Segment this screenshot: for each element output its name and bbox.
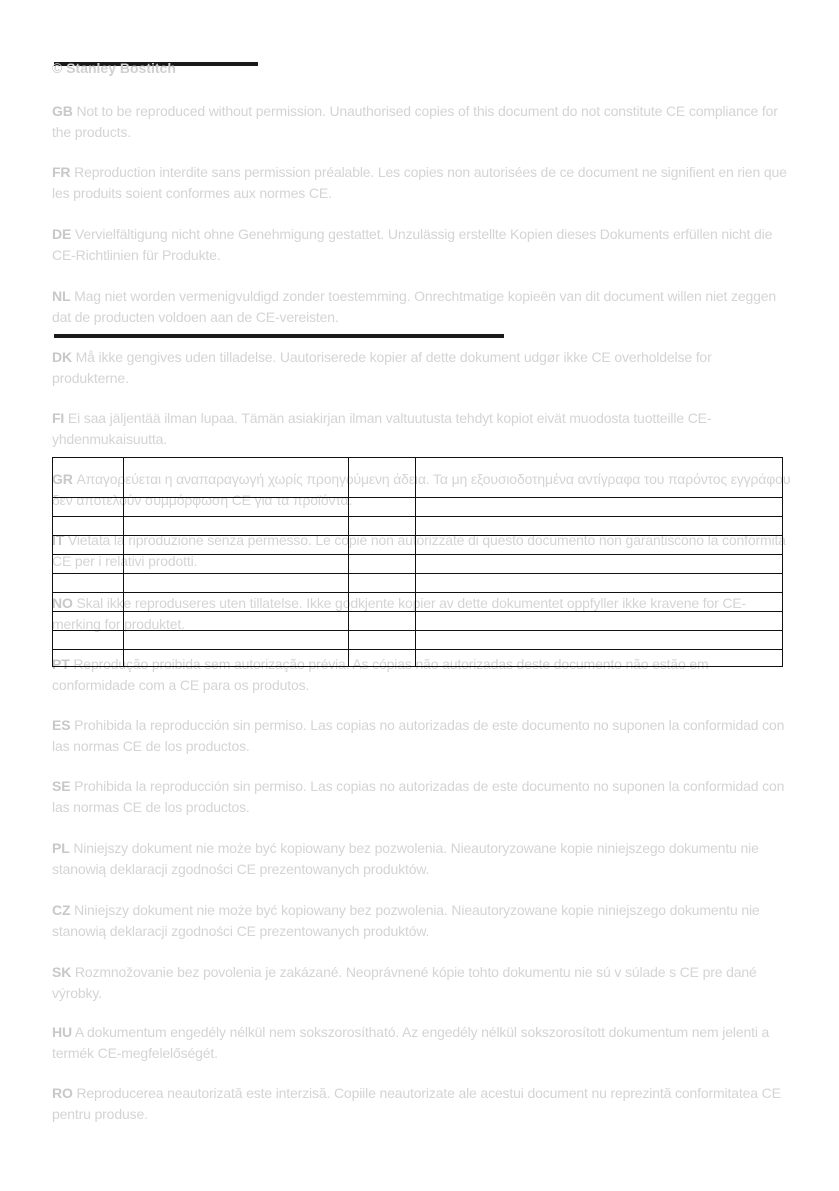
- table-row: [53, 517, 783, 536]
- paragraph-se: [52, 776, 792, 817]
- table-cell: [53, 555, 124, 574]
- paragraph-text: Rozmnožovanie bez povolenia je zakázané. Neoprávnené kópie tohto dokumentu nie sú v súlade s CE pre dané výrobky.: [52, 964, 757, 1001]
- table-cell: [53, 612, 124, 631]
- table-cell: [349, 650, 416, 667]
- table-row: [53, 574, 783, 593]
- table-cell: [124, 536, 349, 555]
- table-cell: [349, 574, 416, 593]
- table-row: [53, 498, 783, 517]
- paragraph-text: Vietata la riproduzione senza permesso. Le copie non autorizzate di questo documento non garantiscono la conformità CE per i relativi prodotti.: [52, 532, 786, 569]
- table-cell: [349, 458, 416, 498]
- paragraph-ro: [52, 1083, 792, 1124]
- table-cell: [124, 593, 349, 612]
- paragraph-text: Niniejszy dokument nie może być kopiowany bez pozwolenia. Nieautoryzowane kopie niniejszego dokumentu nie stanowią deklaracji zgodności CE prezentowanych produktów.: [52, 902, 760, 939]
- table-row: [53, 612, 783, 631]
- language-code: SE: [52, 778, 71, 794]
- paragraph-hu: [52, 1022, 792, 1063]
- paragraph-fr: [52, 162, 792, 203]
- table-cell: [349, 536, 416, 555]
- table-cell: [124, 574, 349, 593]
- mid-rule: [54, 334, 504, 338]
- table-cell: [53, 631, 124, 650]
- paragraph-cz: [52, 900, 792, 941]
- table-cell: [53, 650, 124, 667]
- table-cell: [124, 612, 349, 631]
- table-cell: [349, 631, 416, 650]
- table-cell: [53, 458, 124, 498]
- table-row: [53, 536, 783, 555]
- language-code: HU: [52, 1024, 72, 1040]
- table-cell: [124, 650, 349, 667]
- paragraph-text: Reprodução proibida sem autorização prévia. As cópias não autorizadas deste documento não estão em conformidade com a CE para os produtos.: [52, 656, 709, 693]
- copyright-notice: © Stanley Bostitch: [52, 60, 176, 76]
- table-row: [53, 555, 783, 574]
- table-cell: [124, 631, 349, 650]
- language-code: DK: [52, 349, 72, 365]
- language-code: ES: [52, 717, 71, 733]
- table-cell: [416, 574, 783, 593]
- table-cell: [53, 517, 124, 536]
- table-cell: [416, 555, 783, 574]
- table-cell: [349, 612, 416, 631]
- paragraph-text: Not to be reproduced without permission. Unauthorised copies of this document do not constitute CE compliance for the products.: [52, 103, 778, 140]
- table-cell: [53, 498, 124, 517]
- paragraph-nl: [52, 286, 792, 327]
- table-cell: [349, 593, 416, 612]
- table-cell: [416, 517, 783, 536]
- table-cell: [416, 650, 783, 667]
- table-cell: [53, 574, 124, 593]
- paragraph-text: A dokumentum engedély nélkül nem sokszorosítható. Az engedély nélkül sokszorosított dokumentum nem jelenti a termék CE-megfelelőségét.: [52, 1024, 770, 1061]
- language-code: GR: [52, 471, 73, 487]
- language-code: GB: [52, 103, 73, 119]
- language-code: SK: [52, 964, 72, 980]
- paragraph-es: [52, 715, 792, 756]
- paragraph-gb: [52, 101, 792, 142]
- paragraph-text: Prohibida la reproducción sin permiso. Las copias no autorizadas de este documento no suponen la conformidad con las normas CE de los productos.: [52, 778, 785, 815]
- table-cell: [416, 498, 783, 517]
- table-cell: [349, 555, 416, 574]
- paragraph-text: Mag niet worden vermenigvuldigd zonder toestemming. Onrechtmatige kopieën van dit document willen niet zeggen dat de producten voldoen aan de CE-vereisten.: [52, 288, 777, 325]
- language-code: FR: [52, 164, 71, 180]
- table-cell: [53, 593, 124, 612]
- language-code: FI: [52, 410, 65, 426]
- paragraph-de: [52, 224, 792, 265]
- paragraph-text: Απαγορεύεται η αναπαραγωγή χωρίς προηγούμενη άδεια. Τα μη εξουσιοδοτημένα αντίγραφα του παρόντος εγγράφου δεν αποτελούν συμμόρφωση CE για τα προϊόντα.: [52, 471, 791, 508]
- table-cell: [124, 555, 349, 574]
- language-code: RO: [52, 1085, 73, 1101]
- empty-form-grid: [52, 457, 783, 667]
- paragraph-text: Reproduction interdite sans permission préalable. Les copies non autorisées de ce document ne signifient en rien que les produits soient conformes aux normes CE.: [52, 164, 787, 201]
- paragraph-text: Skal ikke reproduseres uten tillatelse. Ikke godkjente kopier av dette dokumentet oppfyller ikke kravene for CE-merking for produktet.: [52, 595, 747, 632]
- language-code: DE: [52, 226, 72, 242]
- paragraph-text: Må ikke gengives uden tilladelse. Uautoriserede kopier af dette dokument udgør ikke CE overholdelse for produkterne.: [52, 349, 712, 386]
- table-cell: [124, 498, 349, 517]
- table-row: [53, 593, 783, 612]
- table-cell: [124, 517, 349, 536]
- table-cell: [349, 498, 416, 517]
- paragraph-text: Ei saa jäljentää ilman lupaa. Tämän asiakirjan ilman valtuutusta tehdyt kopiot eivät muodosta tuotteille CE-yhdenmukaisuutta.: [52, 410, 712, 447]
- table-cell: [416, 458, 783, 498]
- paragraph-text: Vervielfältigung nicht ohne Genehmigung gestattet. Unzulässig erstellte Kopien dieses Dokuments erfüllen nicht die CE-Richtlinien für Produkte.: [52, 226, 773, 263]
- table-row: [53, 650, 783, 667]
- paragraph-text: Niniejszy dokument nie może być kopiowany bez pozwolenia. Nieautoryzowane kopie niniejszego dokumentu nie stanowią deklaracji zgodności CE prezentowanych produktów.: [52, 840, 759, 877]
- table-row: [53, 458, 783, 498]
- paragraph-dk: [52, 347, 792, 388]
- language-code: PL: [52, 840, 70, 856]
- paragraph-sk: [52, 962, 792, 1003]
- table-cell: [124, 458, 349, 498]
- language-code: PT: [52, 656, 70, 672]
- language-code: NL: [52, 288, 71, 304]
- language-code: IT: [52, 532, 65, 548]
- table-cell: [416, 631, 783, 650]
- language-code: CZ: [52, 902, 71, 918]
- table-cell: [416, 612, 783, 631]
- paragraph-text: Reproducerea neautorizată este interzisă. Copiile neautorizate ale acestui document nu reprezintă conformitatea CE pentru produse.: [52, 1085, 781, 1122]
- paragraph-pl: [52, 838, 792, 879]
- paragraph-text: Prohibida la reproducción sin permiso. Las copias no autorizadas de este documento no suponen la conformidad con las normas CE de los productos.: [52, 717, 785, 754]
- language-code: NO: [52, 595, 73, 611]
- paragraph-fi: [52, 408, 792, 449]
- table-row: [53, 631, 783, 650]
- table-cell: [53, 536, 124, 555]
- table-cell: [349, 517, 416, 536]
- table-cell: [416, 536, 783, 555]
- table-cell: [416, 593, 783, 612]
